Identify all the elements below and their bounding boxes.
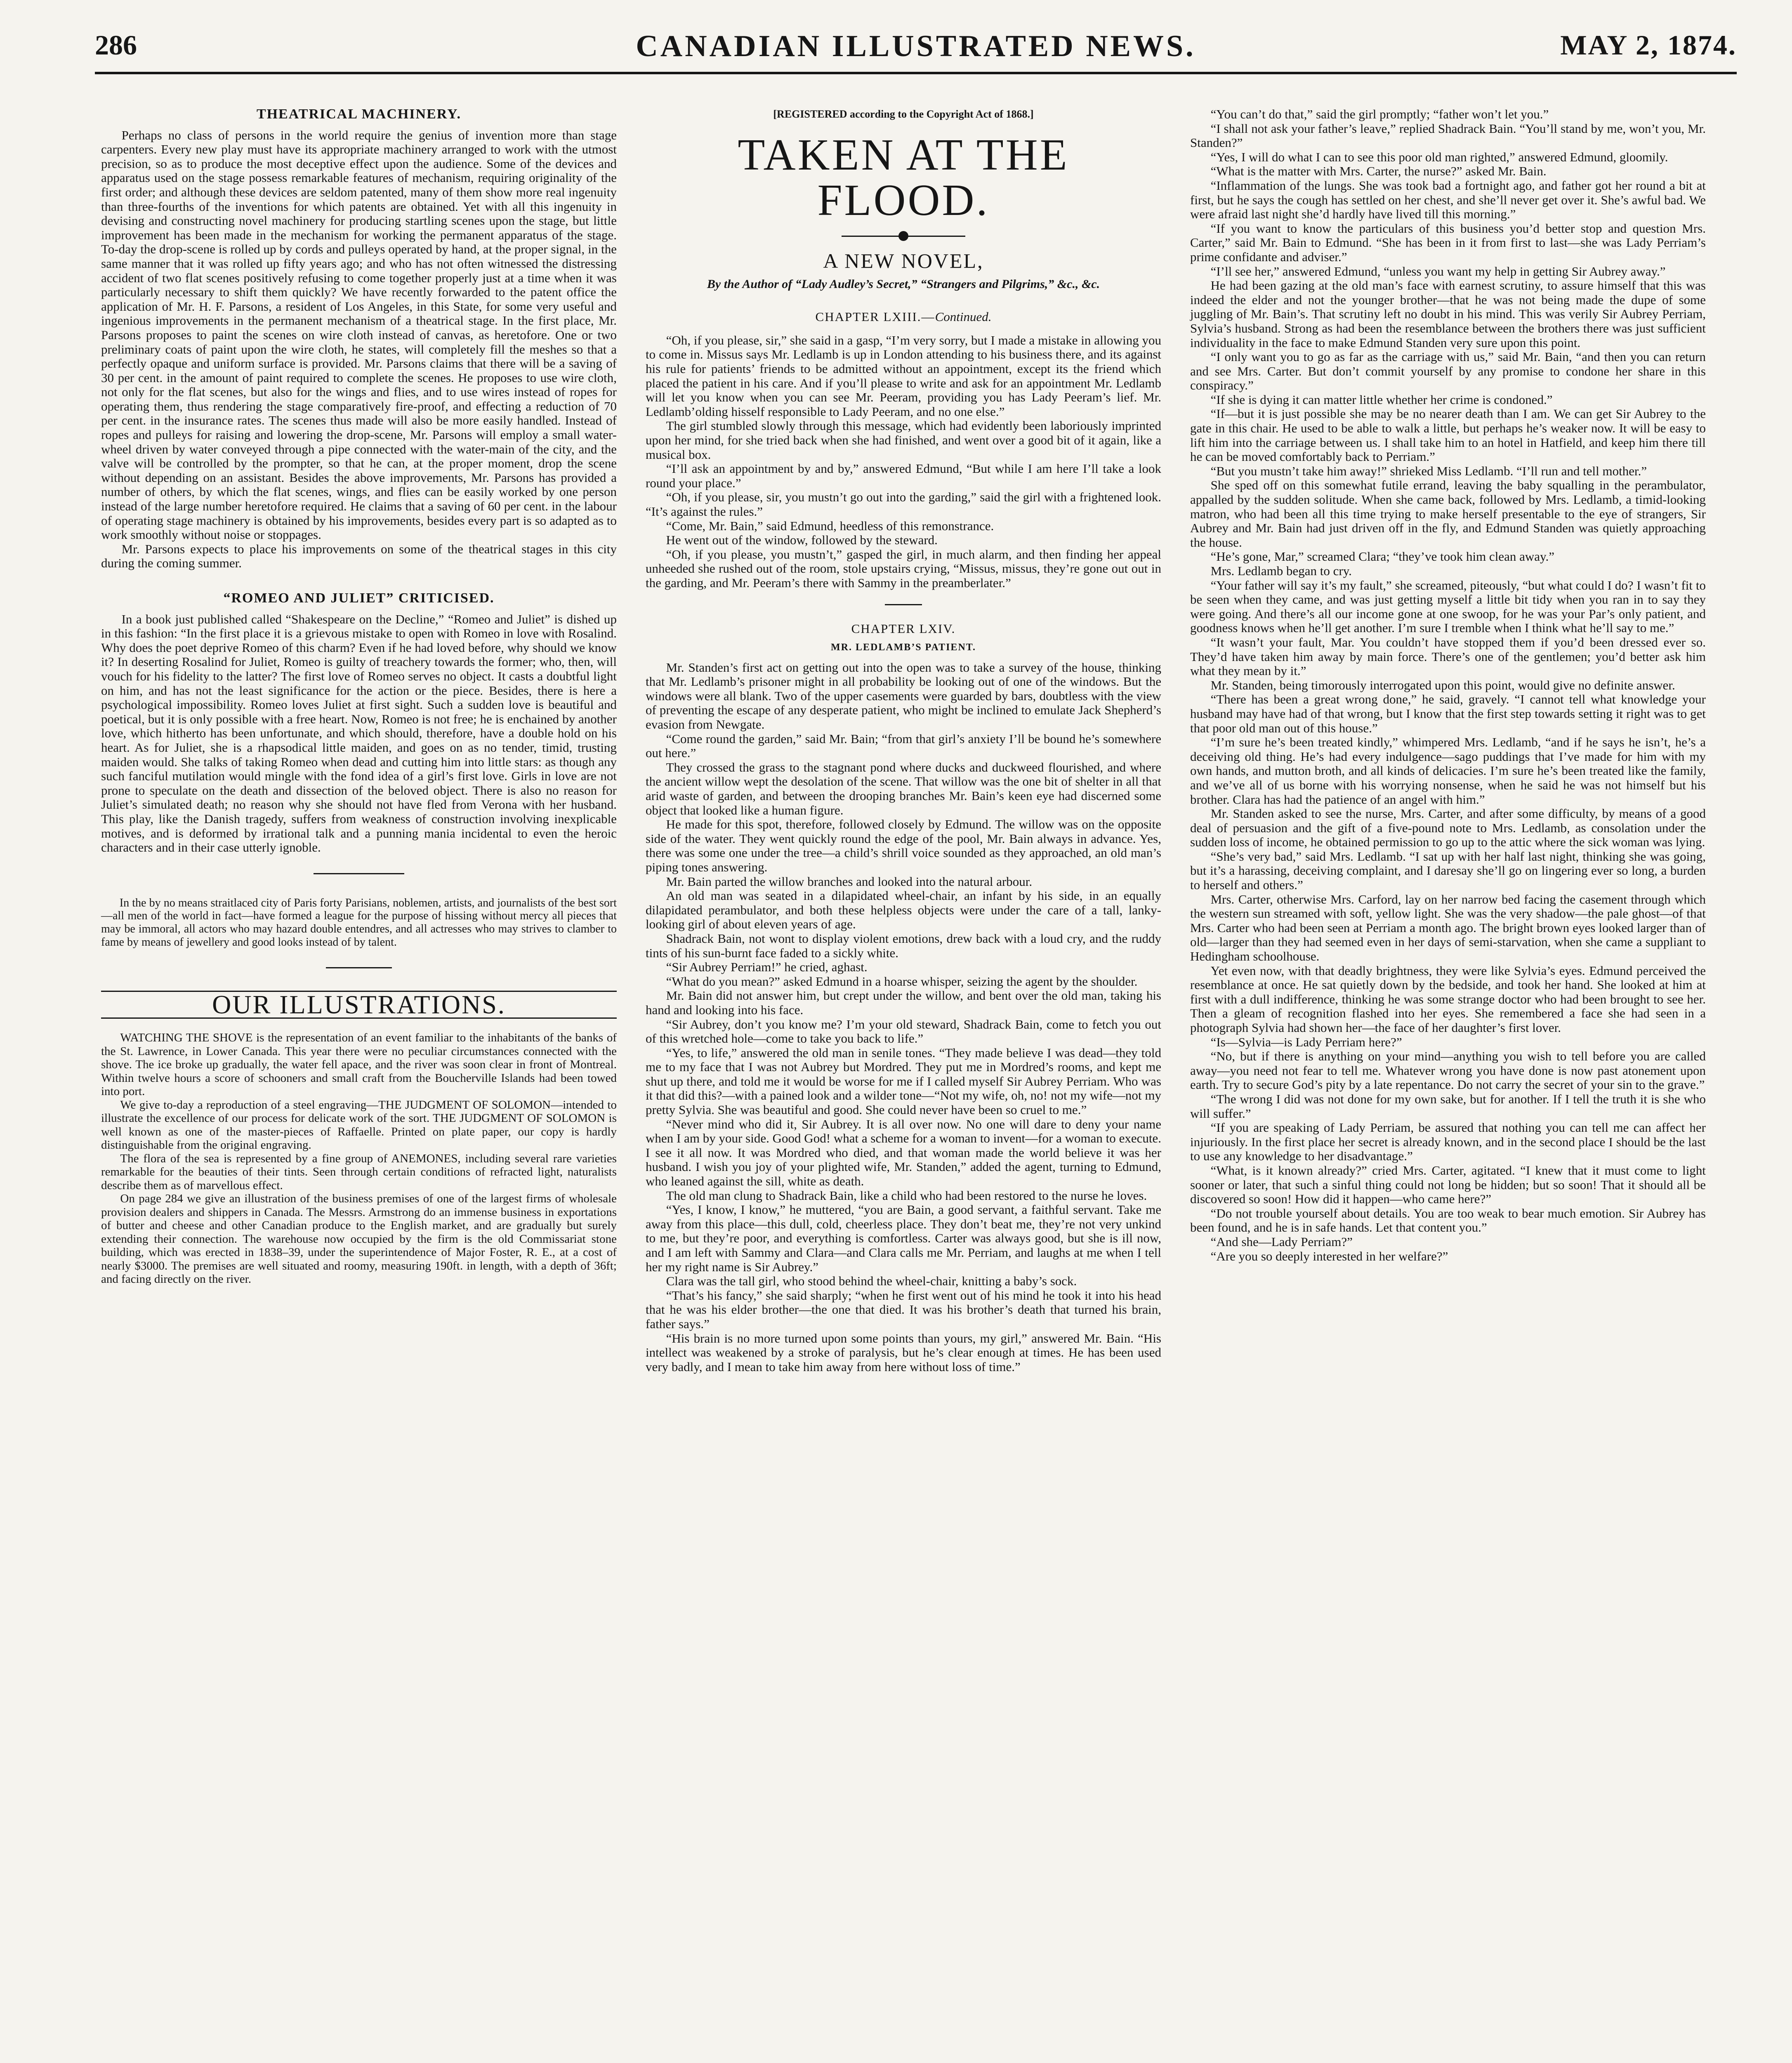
article-paragraph: Perhaps no class of persons in the world require the genius of invention more than stage carpenters. Every new play must have its appropriate machinery arranged to work with the utmost precision, so as to produce the most deceptive effect upon the audience. Some of the devices and apparatus used on the stage possess remarkable features of mechanism, requiring originality of the first order; and although these devices are seldom patented, many of them show more real ingenuity than three-fourths of the inventions for which patents are obtained. Yet with all this ingenuity in devising and constructing novel machinery for producing startling scenes upon the stage, but little improvement has been made in the mechanism for working the permanent apparatus of the stage. To-day the drop-scene is rolled up by cords and pulleys operated by hand, at the proper signal, in the same manner that it was rolled up fifty years ago; and who has not often witnessed the distressing accident of two flat scenes positively refusing to come together properly just at a time when it was particularly necessary to shift them quickly? We have recently forwarded to the patent office the application of Mr. H. F. Parsons, a resident of Los Angeles, in this State, for some very useful and ingenious improvements in the permanent mechanism of a theatrical stage. In the first place, Mr. Parsons proposes to paint the scenes on wire cloth instead of canvas, as heretofore. One or two preliminary coats of paint upon the wire cloth, he states, will completely fill the meshes so that a perfectly opaque and uniform surface is provided. Mr. Parsons claims that there will be a saving of 30 per cent. in the amount of paint required to complete the scenes. He proposes to use wire cloth, not only for the flat scenes, but also for the wings and flies, and to use wires instead of ropes for operating them, thus rendering the stage comparatively fire-proof, and effecting a reduction of 70 per cent. in the insurance rates. The scenes thus made will also be more easily handled. Instead of ropes and pulleys for raising and lowering the drop-scene, Mr. Parsons will employ a small water-wheel driven by water conveyed through a pipe connected with the water-main of the city, and the valve will be controlled by the prompter, so that he can, at the proper moment, drop the scene without depending on an assistant. Besides the above improvements, Mr. Parsons has provided a number of others, by which the flat scenes, wings, and flies can be easily worked by one person instead of the large number heretofore required. He claims that a saving of 60 per cent. in the labour of operating stage machinery is obtained by his improvements, besides every part is so adapted as to work smoothly without noise or stoppages. — [101, 127, 617, 542]
novel-paragraph: They crossed the grass to the stagnant pond where ducks and duckweed flourished, and where the ancient willow wept the desolation of the scene. That willow was the one bit of shelter in all that arid waste of garden, and between the drooping branches Mr. Bain’s keen eye had discerned some object that looked like a human figure. — [646, 760, 1161, 817]
novel-paragraph: “Never mind who did it, Sir Aubrey. It is all over now. No one will dare to deny your name when I am by your side. Good God! what a scheme for a woman to invent—for a woman to execute. I see it all now. It was Mordred who died, and that woman made the world believe it was her husband. I wish you joy of your plighted wife, Mr. Standen,” added the agent, turning to Edmund, who leaned against the sill, white as death. — [646, 1116, 1161, 1189]
novel-paragraph: “Your father will say it’s my fault,” she screamed, piteously, “but what could I do? I wasn’t fit to be seen when they came, and was just getting myself a little bit tidy when you ran in to say they were going. And there’s all our income gone at one swoop, for he was your Par’s only patient, and goodness knows when he’ll get another. I’m sure I tremble when I think what he’ll say to me.” — [1190, 578, 1706, 635]
novel-paragraph: “I’ll ask an appointment by and by,” answered Edmund, “But while I am here I’ll take a look round your place.” — [646, 461, 1161, 490]
novel-paragraph: “Oh, if you please, you mustn’t,” gasped the girl, in much alarm, and then finding her appeal unheeded she rushed out of the room, stole upstairs crying, “Missus, missus, they’re gone out out in the garding, and Mr. Peeram’s there with Sammy in the preamberlater.” — [646, 547, 1161, 590]
chapter-63-body — [646, 333, 1161, 590]
novel-paragraph: “Are you so deeply interested in her welfare?” — [1210, 1249, 1448, 1263]
chapter-63-heading — [646, 310, 1161, 324]
masthead — [95, 29, 1737, 70]
section-divider — [326, 967, 392, 968]
novel-paragraph: “I only want you to go as far as the carriage with us,” said Mr. Bain, “and then you can return and see Mrs. Carter. But don’t commit yourself by any promise to condone her share in this conspiracy.” — [1190, 349, 1706, 393]
article-heading-theatrical: THEATRICAL MACHINERY. — [256, 106, 462, 122]
novel-paragraph: “If you want to know the particulars of this business you’d better stop and question Mrs. Carter,” said Mr. Bain to Edmund. “She has been in it from first to last—she was Lady Perriam’s prime confidante and adviser.” — [1190, 221, 1706, 264]
novel-paragraph: “It wasn’t your fault, Mar. You couldn’t have stopped them if you’d been dressed ever so. They’d have taken him away by main force. There’s one of the gentlemen; you’d better ask him what they mean by it.” — [1190, 635, 1706, 678]
novel-paragraph: Clara was the tall girl, who stood behind the wheel-chair, knitting a baby’s sock. — [666, 1274, 1077, 1289]
column-middle — [646, 107, 1161, 1374]
novel-paragraph: He made for this spot, therefore, followed closely by Edmund. The willow was on the opposite side of the water. They went quickly round the edge of the pool, Mr. Bain always in advance. Yes, there was some one under the tree—a child’s shrill voice sounded as they approached, an old man’s piping tones answering. — [646, 817, 1161, 874]
novel-paragraph: “Sir Aubrey, don’t you know me? I’m your old steward, Shadrack Bain, come to fetch you out of this wretched hole—come to take you back to life.” — [646, 1017, 1161, 1046]
novel-paragraph: “He’s gone, Mar,” screamed Clara; “they’ve took him clean away.” — [1210, 549, 1554, 564]
newspaper-title: CANADIAN ILLUSTRATED NEWS. — [636, 29, 1196, 63]
novel-paragraph: “There has been a great wrong done,” he said, gravely. “I cannot tell what knowledge your husband may have had of that wrong, but I know that the first step towards setting it right was to get that poor old man out of this house.” — [1190, 692, 1706, 735]
novel-paragraph: Mr. Bain did not answer him, but crept under the willow, and bent over the old man, taking his hand and looking into his face. — [646, 988, 1161, 1017]
novel-paragraph: “And she—Lady Perriam?” — [1210, 1234, 1353, 1249]
article-theatrical-body — [101, 128, 617, 571]
chapter-64-subheading: MR. LEDLAMB’S PATIENT. — [830, 642, 976, 653]
masthead-rule — [95, 72, 1737, 74]
novel-byline: By the Author of “Lady Audley’s Secret,” “Strangers and Pilgrims,” &c., &c. — [707, 277, 1100, 291]
novel-paragraph: “Yes, I will do what I can to see this poor old man righted,” answered Edmund, gloomily. — [1210, 149, 1668, 164]
novel-subtitle: A NEW NOVEL, — [823, 249, 984, 272]
chapter-64-heading: CHAPTER LXIV. — [851, 621, 956, 636]
novel-paragraph: “I’ll see her,” answered Edmund, “unless you want my help in getting Sir Aubrey away.” — [1210, 264, 1666, 279]
novel-paragraph: “What, is it known already?” cried Mrs. Carter, agitated. “I knew that it must come to light sooner or later, that such a sinful thing could not long be hidden; but so soon! That it should all be discovered so soon! How did it happen—who came here?” — [1190, 1163, 1706, 1206]
novel-paragraph: Yet even now, with that deadly brightness, they were like Sylvia’s eyes. Edmund perceived the resemblance at once. He sat quietly down by the bedside, and took her hand. She looked at him at first with a dull indifference, thinking he was some strange doctor who had been brought to see her. Then a gleam of recognition flashed into her eyes. She remembered a face she had seen in a photograph Sylvia had shown her—the face of her daughter’s first lover. — [1190, 963, 1706, 1035]
novel-paragraph: “Yes, I know, I know,” he muttered, “you are Bain, a good servant, a faithful servant. Take me away from this place—this dull, cold, cheerless place. They don’t beat me, they’re not very unkind to me, but they’re poor, and everything is comfortless. Carter was always good, but she is ill now, and I am left with Sammy and Clara—and Clara calls me Mr. Perriam, and laughs at me when I tell her my right name is Sir Aubrey.” — [646, 1202, 1161, 1274]
novel-paragraph: “That’s his fancy,” she said sharply; “when he first went out of his mind he took it into his head that he was his elder brother—the one that died. It was his brother’s death that turned his brain, father says.” — [646, 1288, 1161, 1331]
chapter-63-title: CHAPTER LXIII.— — [815, 309, 935, 324]
novel-paragraph: “If—but it is just possible she may be no nearer death than I am. We can get Sir Aubrey to the gate in this chair. He used to be able to walk a little, but perhaps he’s weaker now. It will be easy to lift him into the carriage between us. I shall take him to an hotel in Hatfield, and keep him there till he can be moved comfortably back to Perriam.” — [1190, 406, 1706, 464]
novel-paragraph: Mrs. Carter, otherwise Mrs. Carford, lay on her narrow bed facing the casement through which the western sun streamed with soft, yellow light. She was the very shadow—the pale ghost—of that Mrs. Carter who had been seen at Perriam a month ago. The bright brown eyes looked larger than of old—larger than they had seemed even in her days of semi-starvation, when she came a suppliant to Hedingham schoolhouse. — [1190, 892, 1706, 964]
novel-paragraph: An old man was seated in a dilapidated wheel-chair, an infant by his side, in an equally dilapidated perambulator, and both these helpless objects were under the care of a tall, lanky-looking girl of about eleven years of age. — [646, 888, 1161, 932]
our-illustrations-heading: OUR ILLUSTRATIONS. — [101, 991, 617, 1019]
novel-paragraph: “I’m sure he’s been treated kindly,” whimpered Mrs. Ledlamb, “and if he says he isn’t, he’s a deceiving old thing. He’s had every indulgence—sago puddings that I’ve made for him with my own hands, and mutton broth, and all kinds of delicacies. I’m sure he’s been treated like the family, and we’ve all of us borne with his worrying nonsense, when he said he was not himself but his brother. Clara has had the patience of an angel with him.” — [1190, 735, 1706, 807]
novel-paragraph: “I shall not ask your father’s leave,” replied Shadrack Bain. “You’ll stand by me, won’t you, Mr. Standen?” — [1190, 121, 1706, 150]
novel-paragraph: “Oh, if you please, sir, you mustn’t go out into the garding,” said the girl with a frightened look. “It’s against the rules.” — [646, 490, 1161, 519]
page-number: 286 — [95, 29, 137, 61]
novel-paragraph: “What is the matter with Mrs. Carter, the nurse?” asked Mr. Bain. — [1210, 164, 1547, 179]
paris-notice: In the by no means straitlaced city of Paris forty Parisians, noblemen, artists, and journalists of the best sort—all men of the world in fact—have formed a league for the purpose of hissing without mercy all pieces that may be immoral, all actors who may hazard double entendres, and all actresses who may strives to clamber to fame by means of jewellery and good looks instead of by talent. — [101, 896, 617, 949]
novel-paragraph: The girl stumbled slowly through this message, which had evidently been laboriously imprinted upon her mind, for she tried back when she had finished, and went over a good bit of it again, like a musical box. — [646, 418, 1161, 462]
novel-title: TAKEN AT THE FLOOD. — [738, 130, 1069, 225]
novel-paragraph: Shadrack Bain, not wont to display violent emotions, drew back with a loud cry, and the ruddy tints of his sun-burnt face faded to a sickly white. — [646, 931, 1161, 960]
column-right — [1190, 107, 1706, 1263]
novel-paragraph: “Do not trouble yourself about details. You are too weak to bear much emotion. Sir Aubrey has been found, and he is in safe hands. Let that content you.” — [1190, 1206, 1706, 1235]
article-paragraph: We give to-day a reproduction of a steel engraving—THE JUDGMENT OF SOLOMON—intended to illustrate the excellence of our process for delicate work of the sort. THE JUDGMENT OF SOLOMON is well known as one of the master-pieces of Raffaelle. Printed on plate paper, our copy is hardly distinguishable from the original engraving. — [101, 1098, 617, 1152]
article-paragraph: WATCHING THE SHOVE is the representation of an event familiar to the inhabitants of the banks of the St. Lawrence, in Lower Canada. This year there were no peculiar circumstances connected with the shove. The ice broke up gradually, the water fell apace, and the river was soon clear in front of Montreal. Within twelve hours a score of schooners and small craft from the Boucherville Islands had been towed into port. — [101, 1031, 617, 1098]
novel-paragraph: “The wrong I did was not done for my own sake, but for another. If I tell the truth it is she who will suffer.” — [1190, 1091, 1706, 1121]
chapter-divider — [885, 604, 922, 605]
novel-paragraph: “Inflammation of the lungs. She was took bad a fortnight ago, and father got her round a bit at first, but he says the cough has settled on her chest, and she’ll never get over it. She’s awful bad. We were afraid last night she’d hardly have lived till this morning.” — [1190, 178, 1706, 222]
novel-paragraph: “But you mustn’t take him away!” shrieked Miss Ledlamb. “I’ll run and tell mother.” — [1210, 463, 1647, 478]
novel-paragraph: Mr. Standen, being timorously interrogated upon this point, would give no definite answer. — [1210, 677, 1675, 692]
column-left — [101, 107, 617, 1286]
chapter-64-continuation — [1190, 107, 1706, 1263]
our-illustrations-body — [101, 1031, 617, 1286]
article-paragraph: In a book just published called “Shakespeare on the Decline,” “Romeo and Juliet” is dished up in this fashion: “In the first place it is a grievous mistake to open with Romeo in love with Rosalind. Why does the poet deprive Romeo of this charm? Even if he had loved before, why should we know it? In deserting Rosalind for Juliet, Romeo is guilty of treachery towards the former; who, then, will vouch for his fidelity to the latter? The first love of Romeo serves no object. It casts a doubtful light on him, and has not the least significance for the action or the piece. Besides, there is here a psychological impossibility. Romeo loves Juliet at first sight. Such a sudden love is beautiful and poetical, but it is only possible with a free heart. Now, Romeo is not free; he is enchained by another love, which hitherto has been unfortunate, and which should, therefore, have a double hold on his heart. As for Juliet, she is a rhapsodical little maiden, and goes on as no tender, timid, trusting maiden would. She talks of taking Romeo when dead and cutting him into little stars: as though any such fanciful mutilation would mingle with the fond idea of a girl’s first love. Girls in love are not prone to speculate on the death and dissection of the beloved object. There is also no reason for Juliet’s simulated death; no reason why she should not have fled from Verona with her husband. This play, like the Danish tragedy, suffers from weakness of construction involving inexplicable motives, and is deformed by irrational talk and a punning mania incidental to even the heroic characters and in their case utterly ignoble. — [101, 611, 617, 855]
novel-paragraph: “Oh, if you please, sir,” she said in a gasp, “I’m very sorry, but I made a mistake in allowing you to come in. Missus says Mr. Ledlamb is up in London attending to his business there, and its against his rule for patients’ friends to be admitted without an appointment, except its the friend which placed the patient in his care. And if you’ll please to write and ask for an appointment Mr. Ledlamb will let you know when you can see Mr. Peeram, providing you has Lady Peeram’s lief. Mr. Ledlamb’olding hisself responsible to Lady Peeram, and no one else.” — [646, 333, 1161, 419]
novel-paragraph: He went out of the window, followed by the steward. — [666, 533, 938, 548]
novel-paragraph: “She’s very bad,” said Mrs. Ledlamb. “I sat up with her half last night, thinking she was going, but it’s a harassing, deceiving complaint, and I daresay she’ll go on lingering ever so long, a burden to herself and others.” — [1190, 849, 1706, 892]
novel-paragraph: “Come round the garden,” said Mr. Bain; “from that girl’s anxiety I’ll be bound he’s somewhere out here.” — [646, 731, 1161, 760]
novel-paragraph: “His brain is no more turned upon some points than yours, my girl,” answered Mr. Bain. “His intellect was weakened by a stroke of paralysis, but he’s clear enough at times. He has been used very badly, and I mean to take him away from here without loss of time.” — [646, 1331, 1161, 1374]
novel-paragraph: She sped off on this somewhat futile errand, leaving the baby squalling in the perambulator, appalled by the sudden solitude. When she came back, followed by Mrs. Ledlamb, a timid-looking matron, who had been all this time trying to make herself presentable to the eye of strangers, Sir Aubrey and Mr. Bain had just driven off in the fly, and Edmund Standen was quietly approaching the house. — [1190, 478, 1706, 550]
article-paragraph: Mr. Parsons expects to place his improvements on some of the theatrical stages in this city during the coming summer. — [101, 541, 617, 571]
novel-paragraph: “Come, Mr. Bain,” said Edmund, heedless of this remonstrance. — [666, 518, 994, 533]
copyright-notice: [REGISTERED according to the Copyright Act of 1868.] — [773, 108, 1034, 120]
novel-paragraph: “If she is dying it can matter little whether her crime is condoned.” — [1210, 392, 1553, 407]
chapter-continued-label: Continued. — [935, 309, 992, 324]
novel-paragraph: “If you are speaking of Lady Perriam, be assured that nothing you can tell me can affect her injuriously. In the first place her secret is already known, and in the second place I should be the last to use any knowledge to her disadvantage.” — [1190, 1120, 1706, 1164]
novel-paragraph: Mr. Bain parted the willow branches and looked into the natural arbour. — [666, 874, 1033, 889]
novel-paragraph: “What do you mean?” asked Edmund in a hoarse whisper, seizing the agent by the shoulder. — [666, 974, 1138, 989]
novel-paragraph: He had been gazing at the old man’s face with earnest scrutiny, to assure himself that this was indeed the elder and not the younger brother—that he was not being made the dupe of some juggling of Mr. Bain’s. That scrutiny left no doubt in his mind. This was verily Sir Aubrey Perriam, Sylvia’s husband. Strong as had been the resemblance between the brothers there was just sufficient individuality in the face to make Edmund Standen very sure upon this point. — [1190, 278, 1706, 350]
chapter-64-body — [646, 661, 1161, 1374]
novel-paragraph: The old man clung to Shadrack Bain, like a child who had been restored to the nurse he loves. — [666, 1188, 1147, 1203]
novel-paragraph: “You can’t do that,” said the girl promptly; “father won’t let you.” — [1210, 107, 1549, 121]
article-heading-romeo: “ROMEO AND JULIET” CRITICISED. — [223, 590, 495, 606]
novel-paragraph: Mr. Standen asked to see the nurse, Mrs. Carter, and after some difficulty, by means of a good deal of persuasion and the gift of a five-pound note to Mrs. Ledlamb, as consolation under the sudden loss of income, he obtained permission to go up to the attic where the sick woman was lying. — [1190, 806, 1706, 850]
issue-date: MAY 2, 1874. — [1560, 29, 1737, 61]
novel-paragraph: Mrs. Ledlamb began to cry. — [1210, 564, 1352, 578]
article-romeo-body — [101, 612, 617, 855]
article-paragraph: On page 284 we give an illustration of the business premises of one of the largest firms of wholesale provision dealers and shippers in Canada. The Messrs. Armstrong do an immense business in exportations of butter and cheese and other Canadian produce to the English market, and are gradually but surely extending their connection. The warehouse now occupied by the firm is the old Commissariat stone building, which was erected in 1838–39, under the superintendence of Major Foster, R. E., at a cost of nearly $3000. The premises are well situated and roomy, measuring 190ft. in length, with a depth of 36ft; and facing directly on the river. — [101, 1192, 617, 1286]
section-divider — [314, 873, 404, 874]
novel-paragraph: “Yes, to life,” answered the old man in senile tones. “They made believe I was dead—they told me to my face that I was not Aubrey but Mordred. They put me in Mordred’s rooms, and kept me shut up there, and told me it would be worse for me if I called myself Sir Aubrey Perriam. Who was it that did this?—with a pained look and a wilder tone—“Not my wife, oh, no! not my wife—not my pretty Sylvia. She was beautiful and good. She could never have been so cruel to me.” — [646, 1045, 1161, 1117]
novel-paragraph: “Sir Aubrey Perriam!” he cried, aghast. — [666, 960, 868, 975]
article-paragraph: The flora of the sea is represented by a fine group of ANEMONES, including several rare varieties remarkable for the beauties of their tints. Seen through certain conditions of refracted light, naturalists describe them as of marvellous effect. — [101, 1152, 617, 1192]
novel-paragraph: Mr. Standen’s first act on getting out into the open was to take a survey of the house, thinking that Mr. Ledlamb’s prisoner might in all probability be looking out of one of the windows. But the windows were all blank. Two of the upper casements were guarded by bars, doubtless with the view of preventing the escape of any desperate patient, who might be inclined to emulate Jack Shepherd’s evasion from Newgate. — [646, 660, 1161, 732]
title-ornament — [842, 226, 965, 246]
novel-paragraph: “No, but if there is anything on your mind—anything you wish to tell before you are called away—you need not fear to tell me. Whatever wrong you have done is now past atonement upon earth. Try to secure God’s pity by a late repentance. Do not carry the secret of your sin to the grave.” — [1190, 1049, 1706, 1092]
novel-paragraph: “Is—Sylvia—is Lady Perriam here?” — [1210, 1034, 1402, 1049]
